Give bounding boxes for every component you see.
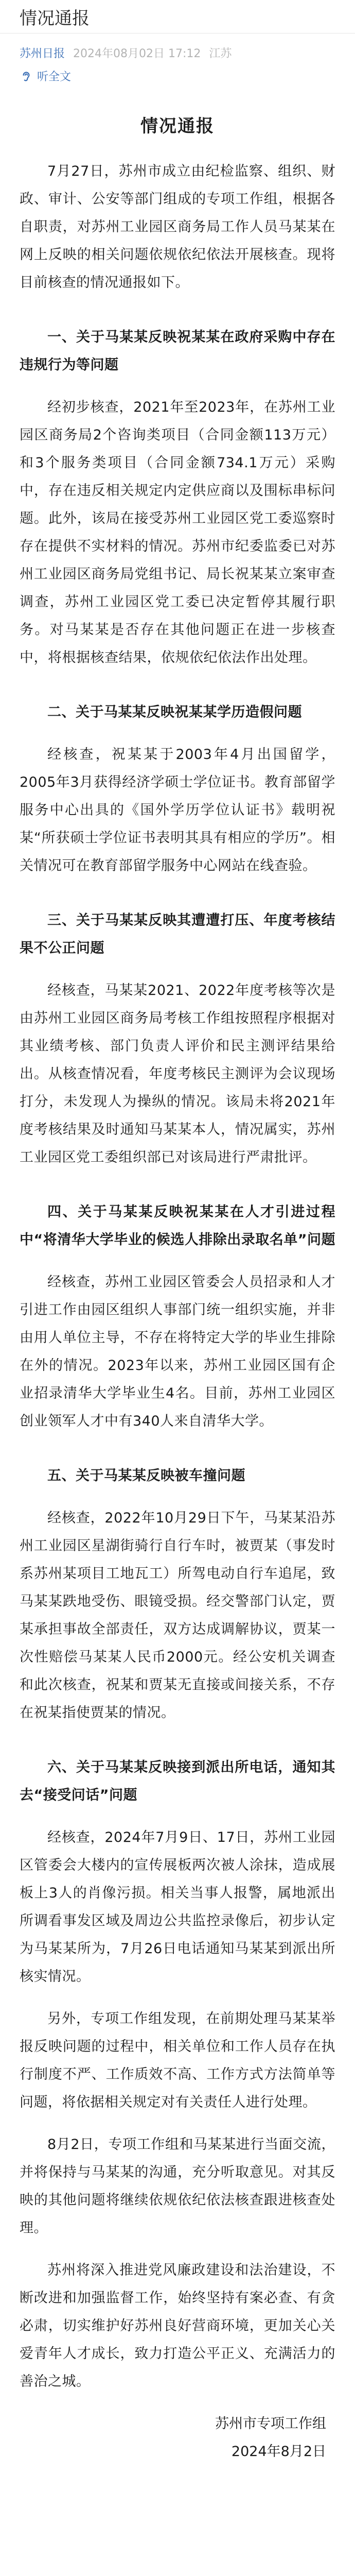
paragraph: 经核查，2024年7月9日、17日，苏州工业园区管委会大楼内的宣传展板两次被人涂抹，造成展板上3人的肖像污损。相关当事人报警，属地派出所调看事发区域及周边公共监控录像后，初步认定为马某某所为，7月26日电话通知马某某到派出所核实情况。: [20, 1829, 335, 1985]
article-body: [0, 158, 355, 2396]
location: 江苏: [209, 47, 232, 60]
paragraph: 另外，专项工作组发现，在前期处理马某某举报反映问题的过程中，相关单位和工作人员存在执行制度不严、工作质效不高、工作方式方法简单等问题，将依据相关规定对有关责任人进行处理。: [20, 2011, 335, 2110]
section-heading: 四、关于马某某反映祝某某在人才引进过程中“将清华大学毕业的候选人排除出录取名单”问题: [20, 1204, 335, 1248]
signature: 苏州市专项工作组: [215, 2416, 326, 2432]
paragraph: 苏州将深入推进党风廉政建设和法治建设，不断改进和加强监督工作，始终坚持有案必查、有贪必肃，切实维护好苏州良好营商环境，更加关心关爱青年人才成长，致力打造公平正义、充满活力的善治之城。: [20, 2262, 335, 2389]
paragraph: 经核查，苏州工业园区管委会人员招录和人才引进工作由园区组织人事部门统一组织实施，并非由用人单位主导，不存在将特定大学的毕业生排除在外的情况。2023年以来，苏州工业园区国有企业招录清华大学毕业生4名。目前，苏州工业园区创业领军人才中有340人来自清华大学。: [20, 1274, 335, 1429]
section-heading: 一、关于马某某反映祝某某在政府采购中存在违规行为等问题: [20, 329, 335, 373]
top-bar: [0, 0, 355, 33]
document-title: 情况通报: [140, 116, 215, 137]
sign-date: 2024年8月2日: [231, 2444, 326, 2460]
section-heading: 二、关于马某某反映祝某某学历造假问题: [47, 704, 302, 720]
publish-datetime: 2024年08月02日 17:12: [73, 47, 201, 60]
section-heading: 三、关于马某某反映其遭遭打压、年度考核结果不公正问题: [20, 912, 335, 956]
paragraph: 经核查，马某某2021、2022年度考核等次是由苏州工业园区商务局考核工作组按照程序根据对其业绩考核、部门负责人评价和民主测评结果给出。从核查情况看，年度考核民主测评为会议现场打分，未发现人为操纵的情况。该局未将2021年度考核结果及时通知马某某本人，情况属实，苏州工业园区党工委组织部已对该局进行严肃批评。: [20, 982, 335, 1165]
source-link[interactable]: 苏州日报: [20, 47, 65, 60]
listen-label: 听全文: [37, 71, 72, 83]
listen-button[interactable]: [0, 61, 355, 84]
page-title: 情况通报: [20, 8, 90, 29]
section-heading: 六、关于马某某反映接到派出所电话，通知其去“接受问话”问题: [20, 1759, 335, 1803]
paragraph: 经初步核查，2021年至2023年，在苏州工业园区商务局2个咨询类项目（合同金额113万元）和3个服务类项目（合同金额734.1万元）采购中，存在违反相关规定内定供应商以及围标串标问题。此外，该局在接受苏州工业园区党工委巡察时存在提供不实材料的情况。苏州市纪委监委已对苏州工业园区商务局党组书记、局长祝某某立案审查调查，苏州工业园区党工委已决定暂停其履行职务。对马某某是否存在其他问题正在进一步核查中，将根据核查结果，依规依纪依法作出处理。: [20, 399, 335, 666]
paragraph: 7月27日，苏州市成立由纪检监察、组织、财政、审计、公安等部门组成的专项工作组，根据各自职责，对苏州工业园区商务局工作人员马某某在网上反映的相关问题依规依纪依法开展核查。现将目前核查的情况通报如下。: [20, 163, 335, 291]
ear-icon: [20, 70, 33, 83]
section-heading: 五、关于马某某反映被车撞问题: [47, 1468, 245, 1484]
paragraph: 经核查，祝某某于2003年4月出国留学，2005年3月获得经济学硕士学位证书。教育部留学服务中心出具的《国外学历学位认证书》载明祝某“所获硕士学位证书表明其具有相应的学历”。相关情况可在教育部留学服务中心网站在线查验。: [20, 747, 335, 874]
paragraph: 8月2日，专项工作组和马某某进行当面交流，并将保持与马某某的沟通，充分听取意见。对其反映的其他问题将继续依规依纪依法核查跟进核查处理。: [20, 2137, 335, 2236]
paragraph: 经核查，2022年10月29日下午，马某某沿苏州工业园区星湖街骑行自行车时，被贾某（事发时系苏州某项目工地瓦工）所驾电动自行车追尾，致马某某跌地受伤、眼镜受损。经交警部门认定，贾某承担事故全部责任，双方达成调解协议，贾某一次性赔偿马某某人民币2000元。经公安机关调查和此次核查，祝某和贾某无直接或间接关系，不存在祝某指使贾某的情况。: [20, 1510, 335, 1721]
article-meta: [0, 33, 355, 61]
